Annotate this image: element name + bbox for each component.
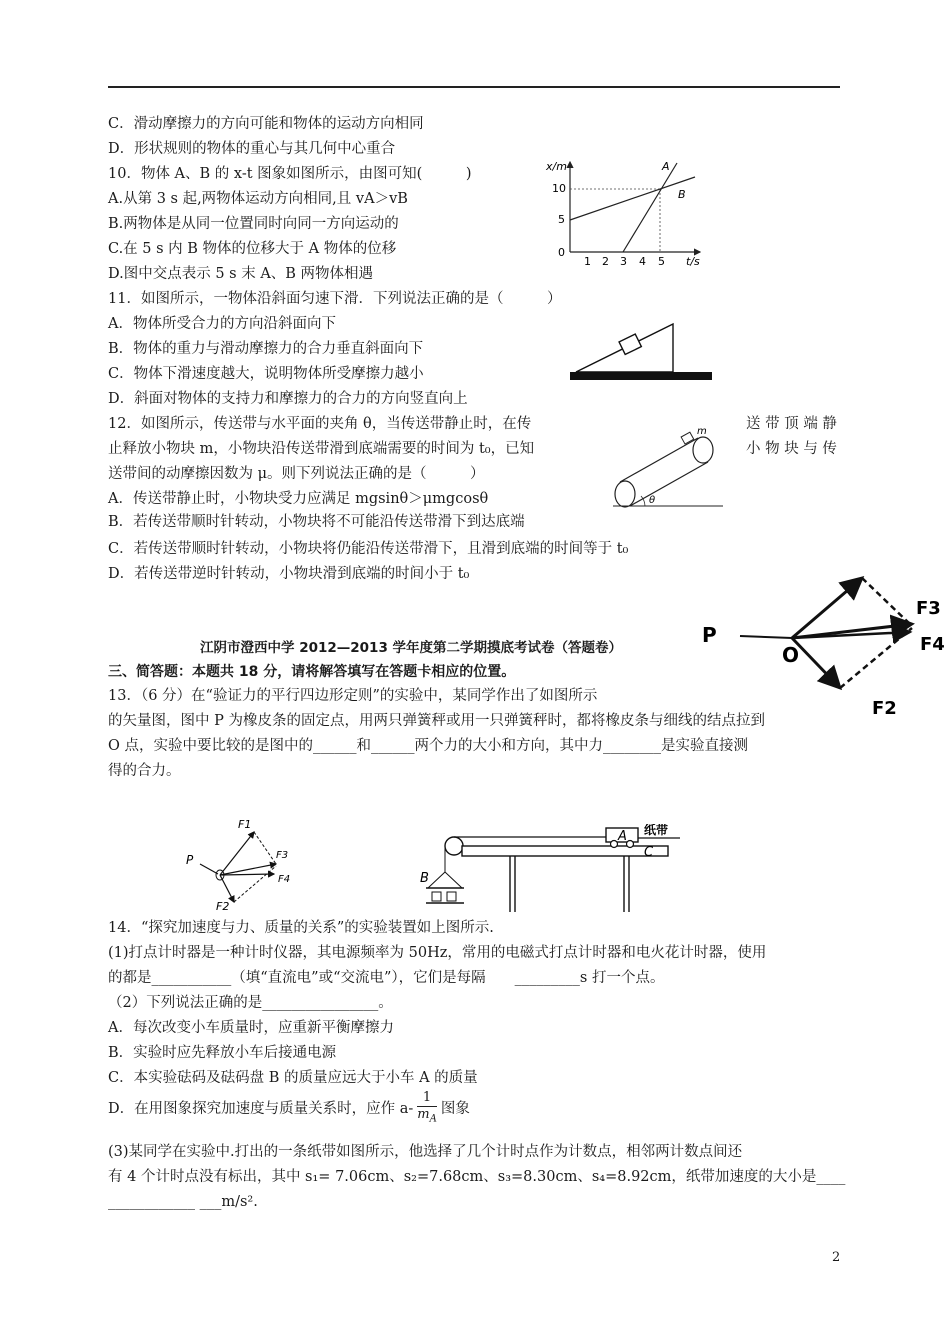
q14-stem: 14．“探究加速度与力、质量的关系”的实验装置如上图所示. [108,920,494,936]
incline-figure [568,318,714,384]
belt-label-m: m [697,426,707,437]
fraction-denominator [417,1107,437,1128]
apparatus-table-top [462,846,668,856]
conveyor-belt-figure [605,422,735,514]
q14-option-b: B．实验时应先释放小车后接通电源 [108,1045,337,1061]
xt-xtick-3: 3 [620,255,627,268]
force-big-label-p: P [702,623,717,647]
belt-block [681,432,694,444]
q11-option-b: B．物体的重力与滑动摩擦力的合力垂直斜面向下 [108,341,424,357]
apparatus-label-c: C [644,845,654,860]
apparatus-pulley [445,837,463,855]
xt-ytick-5: 5 [558,213,565,226]
xt-ylabel: x/m [546,160,567,173]
q12-stem-line2-end: 小 物 块 与 传 [746,441,837,457]
apparatus-weight-1 [432,892,441,901]
apparatus-wheel-2 [627,841,634,848]
force-diagram-large [700,566,950,731]
belt-roller-bottom [615,481,635,507]
q12-option-c: C．若传送带顺时针转动，小物块将仍能沿传送带滑下，且滑到底端的时间等于 t₀ [108,541,629,557]
page-number: 2 [832,1250,841,1265]
apparatus-label-tape: 纸带 [644,824,669,837]
apparatus-label-a: A [618,829,627,844]
xt-line-b [570,177,695,220]
apparatus-wheel-1 [611,841,618,848]
force-diagram-small [180,814,300,910]
q14-part1-line2: 的都是___________（填“直流电”或“交流电”），它们是每隔 _________s 打一个点。 [108,970,665,986]
q12-stem-line1-end: 送 带 顶 端 静 [746,416,837,432]
fraction-1-over-mA [417,1090,437,1128]
force-small-label-f1: F1 [238,818,252,831]
q14-option-d-suffix: 图象 [440,1100,470,1117]
force-small-label-f3: F3 [276,850,289,861]
xt-ytick-10: 10 [552,182,566,195]
q14-part2: （2）下列说法正确的是________________。 [108,995,393,1011]
force-big-label-f3: F3 [916,598,941,619]
answer-sheet-header: 江阴市澄西中学 2012—2013 学年度第二学期摸底考试卷（答题卷） [200,640,623,656]
q12-stem-line2: 止释放小物块 m，小物块沿传送带滑到底端需要的时间为 t₀，已知 [108,441,535,457]
xt-graph-figure [540,158,710,270]
force-small-rubber [200,864,218,874]
force-big-f1-arrow [792,578,862,638]
q13-line4: 得的合力。 [108,763,181,779]
q11-stem: 11．如图所示，一物体沿斜面匀速下滑．下列说法正确的是（ ） [108,291,562,307]
q13-line1: 13．（6 分）在“验证力的平行四边形定则”的实验中，某同学作出了如图所示 [108,688,598,704]
q9-option-d: D．形状规则的物体的重心与其几何中心重合 [108,141,396,157]
q11-option-c: C．物体下滑速度越大，说明物体所受摩擦力越小 [108,366,424,382]
force-big-f2-arrow [792,638,840,688]
force-small-f1 [220,832,254,875]
q12-option-d: D．若传送带逆时针转动，小物块滑到底端的时间小于 t₀ [108,566,470,582]
xt-xtick-1: 1 [584,255,591,268]
q12-stem-line1: 12．如图所示，传送带与水平面的夹角 θ，当传送带静止时，在传 [108,416,532,432]
force-big-label-o: O [782,643,800,667]
q14-part1-line1: (1)打点计时器是一种计时仪器，其电源频率为 50Hz，常用的电磁式打点计时器和电火花计时器，使用 [108,945,767,961]
xt-xtick-4: 4 [639,255,646,268]
q14-part3-line3: ____________ ___m/s². [108,1194,258,1210]
xt-label-a: A [662,160,670,173]
q12-stem-line3: 送带间的动摩擦因数为 μ。则下列说法正确的是（ ） [108,466,485,482]
xt-ytick-0: 0 [558,246,565,259]
force-small-dash-1 [254,832,276,864]
q14-option-a: A．每次改变小车质量时，应重新平衡摩擦力 [108,1020,394,1036]
apparatus-weight-hanger [428,872,462,888]
force-big-label-f4: F4 [920,634,945,655]
q10-stem: 10．物体 A、B 的 x-t 图象如图所示，由图可知( ) [108,166,472,182]
q13-line2: 的矢量图，图中 P 为橡皮条的固定点，用两只弹簧秤或用一只弹簧秤时，都将橡皮条与细线的结点拉到 [108,713,765,729]
incline-ground [570,372,712,380]
fraction-denominator-m: m [417,1107,430,1122]
q14-option-c: C．本实验砝码及砝码盘 B 的质量应远大于小车 A 的质量 [108,1070,478,1086]
incline-block [619,334,641,354]
q12-option-b: B．若传送带顺时针转动，小物块将不可能沿传送带滑下到达底端 [108,514,525,530]
belt-label-theta: θ [649,495,656,506]
xt-label-b: B [678,188,686,201]
force-big-label-f2: F2 [872,698,897,719]
xt-line-a [623,163,677,252]
belt-top-edge [620,438,698,482]
q14-part3-line2: 有 4 个计时点没有标出，其中 s₁= 7.06cm、s₂=7.68cm、s₃=8.30cm、s₄=8.92cm，纸带加速度的大小是____ [108,1169,846,1185]
q10-option-c: C.在 5 s 内 B 物体的位移大于 A 物体的位移 [108,241,397,257]
apparatus-figure [418,824,680,916]
force-small-label-p: P [186,853,194,867]
q14-part3-line1: (3)某同学在实验中.打出的一条纸带如图所示，他选择了几个计时点作为计数点，相邻两计数点间还 [108,1144,743,1160]
q14-option-d-prefix: D．在用图象探究加速度与质量关系时，应作 a- [108,1100,414,1117]
q10-option-d: D.图中交点表示 5 s 末 A、B 两物体相遇 [108,266,374,282]
xt-xtick-2: 2 [602,255,609,268]
q12-option-a: A．传送带静止时，小物块受力应满足 mgsinθ＞μmgcosθ [108,491,489,507]
apparatus-label-b: B [420,871,429,886]
q10-option-b: B.两物体是从同一位置同时向同一方向运动的 [108,216,399,232]
belt-bottom-edge [630,462,708,506]
q11-option-a: A．物体所受合力的方向沿斜面向下 [108,316,336,332]
fraction-denominator-subscript: A [429,1113,437,1125]
force-big-dashed-2 [840,628,912,688]
belt-roller-top [693,437,713,463]
force-big-dashed-1 [862,578,912,626]
section-3-title: 三、简答题：本题共 18 分，请将解答填写在答题卡相应的位置。 [108,664,516,680]
q13-line3: O 点，实验中要比较的是图中的______和______两个力的大小和方向，其中力________是实验直接测 [108,738,748,754]
q10-option-a: A.从第 3 s 起,两物体运动方向相同,且 vA＞vB [108,191,408,207]
force-big-rubber [740,636,792,638]
xt-xlabel: t/s [686,255,700,268]
xt-xtick-5: 5 [658,255,665,268]
apparatus-weight-2 [447,892,456,901]
q14-option-d [108,1090,470,1128]
force-small-f2 [220,875,234,902]
fraction-numerator: 1 [417,1090,437,1107]
header-rule [108,86,840,88]
q9-option-c: C．滑动摩擦力的方向可能和物体的运动方向相同 [108,116,424,132]
force-small-f3 [220,864,276,875]
q11-option-d: D．斜面对物体的支持力和摩擦力的合力的方向竖直向上 [108,391,468,407]
force-small-label-f2: F2 [216,900,230,910]
force-small-label-f4: F4 [278,874,291,885]
